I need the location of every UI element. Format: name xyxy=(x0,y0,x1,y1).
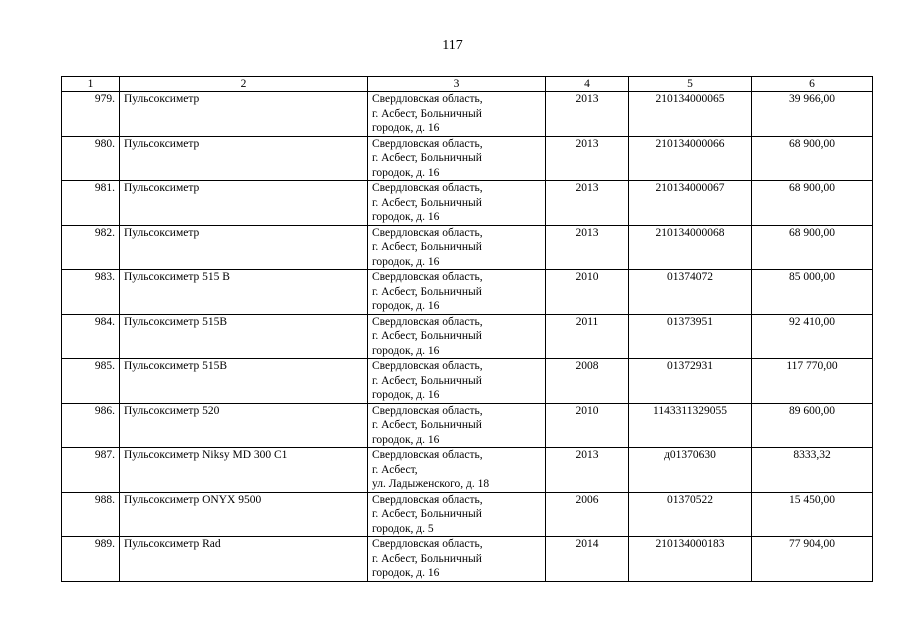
table-row xyxy=(62,448,873,493)
item-name: Пульсоксиметр 515В xyxy=(120,314,368,359)
address-line: городок, д. 16 xyxy=(372,255,440,268)
row-number: 984. xyxy=(62,314,120,359)
row-number: 980. xyxy=(62,136,120,181)
item-address xyxy=(368,314,546,359)
table-row xyxy=(62,136,873,181)
item-name: Пульсоксиметр Niksy MD 300 C1 xyxy=(120,448,368,493)
address-line: Свердловская область, xyxy=(372,360,483,372)
column-header: 5 xyxy=(629,77,752,92)
item-cost: 117 770,00 xyxy=(752,359,873,404)
item-cost: 8333,32 xyxy=(752,448,873,493)
table-row xyxy=(62,403,873,448)
table-row xyxy=(62,92,873,137)
table-row xyxy=(62,270,873,315)
address-line: Свердловская область, xyxy=(372,271,483,283)
row-number: 979. xyxy=(62,92,120,137)
address-line: г. Асбест, Больничный xyxy=(372,196,482,209)
row-number: 981. xyxy=(62,181,120,226)
item-name: Пульсоксиметр 515В xyxy=(120,359,368,404)
item-year: 2013 xyxy=(546,136,629,181)
address-line: Свердловская область, xyxy=(372,449,483,461)
item-cost: 92 410,00 xyxy=(752,314,873,359)
item-year: 2013 xyxy=(546,448,629,493)
item-cost: 68 900,00 xyxy=(752,181,873,226)
inventory-number: 1143311329055 xyxy=(629,403,752,448)
address-line: г. Асбест, Больничный xyxy=(372,552,482,565)
row-number: 988. xyxy=(62,492,120,537)
item-year: 2008 xyxy=(546,359,629,404)
address-line: г. Асбест, Больничный xyxy=(372,508,482,520)
item-cost: 68 900,00 xyxy=(752,225,873,270)
address-line: г. Асбест, Больничный xyxy=(372,241,482,253)
inventory-number: 01373951 xyxy=(629,314,752,359)
item-name: Пульсоксиметр 520 xyxy=(120,403,368,448)
inventory-number: 210134000065 xyxy=(629,92,752,137)
table-row xyxy=(62,537,873,582)
item-year: 2011 xyxy=(546,314,629,359)
item-address xyxy=(368,270,546,315)
item-year: 2014 xyxy=(546,537,629,582)
item-address xyxy=(368,92,546,137)
item-cost: 89 600,00 xyxy=(752,403,873,448)
address-line: Свердловская область, xyxy=(372,538,483,550)
address-line: г. Асбест, Больничный xyxy=(372,330,482,342)
column-header: 3 xyxy=(368,77,546,92)
item-cost: 68 900,00 xyxy=(752,136,873,181)
address-line: городок, д. 16 xyxy=(372,389,440,401)
address-line: городок, д. 16 xyxy=(372,300,440,312)
item-year: 2006 xyxy=(546,492,629,537)
table-row xyxy=(62,492,873,537)
column-header: 6 xyxy=(752,77,873,92)
address-line: ул. Ладыженского, д. 18 xyxy=(372,478,490,490)
column-header: 2 xyxy=(120,77,368,92)
address-line: г. Асбест, Больничный xyxy=(372,419,482,431)
item-year: 2010 xyxy=(546,270,629,315)
column-header: 4 xyxy=(546,77,629,92)
item-name: Пульсоксиметр xyxy=(120,92,368,137)
table-header-row xyxy=(62,77,873,92)
inventory-table xyxy=(61,76,873,582)
address-line: Свердловская область, xyxy=(372,493,483,506)
item-address xyxy=(368,492,546,537)
item-address xyxy=(368,225,546,270)
address-line: Свердловская область, xyxy=(372,226,483,239)
table-row xyxy=(62,314,873,359)
address-line: городок, д. 16 xyxy=(372,433,440,446)
address-line: городок, д. 16 xyxy=(372,211,440,223)
inventory-number: 210134000066 xyxy=(629,136,752,181)
address-line: Свердловская область, xyxy=(372,137,483,150)
item-year: 2013 xyxy=(546,92,629,137)
address-line: городок, д. 16 xyxy=(372,344,440,357)
address-line: г. Асбест, Больничный xyxy=(372,285,482,298)
address-line: г. Асбест, Больничный xyxy=(372,107,482,120)
address-line: Свердловская область, xyxy=(372,315,483,328)
item-year: 2013 xyxy=(546,225,629,270)
inventory-number: 210134000067 xyxy=(629,181,752,226)
row-number: 987. xyxy=(62,448,120,493)
row-number: 983. xyxy=(62,270,120,315)
inventory-number: 210134000183 xyxy=(629,537,752,582)
item-address xyxy=(368,537,546,582)
item-year: 2010 xyxy=(546,403,629,448)
address-line: г. Асбест, xyxy=(372,463,418,476)
row-number: 986. xyxy=(62,403,120,448)
inventory-number: 01374072 xyxy=(629,270,752,315)
table-row xyxy=(62,181,873,226)
item-year: 2013 xyxy=(546,181,629,226)
row-number: 985. xyxy=(62,359,120,404)
item-name: Пульсоксиметр xyxy=(120,136,368,181)
column-header: 1 xyxy=(62,77,120,92)
item-address xyxy=(368,181,546,226)
item-cost: 77 904,00 xyxy=(752,537,873,582)
address-line: городок, д. 16 xyxy=(372,166,440,179)
address-line: Свердловская область, xyxy=(372,182,483,194)
item-cost: 15 450,00 xyxy=(752,492,873,537)
item-address xyxy=(368,359,546,404)
row-number: 982. xyxy=(62,225,120,270)
address-line: городок, д. 16 xyxy=(372,122,440,134)
inventory-number: 01370522 xyxy=(629,492,752,537)
address-line: г. Асбест, Больничный xyxy=(372,374,482,387)
address-line: городок, д. 5 xyxy=(372,522,434,535)
item-name: Пульсоксиметр 515 В xyxy=(120,270,368,315)
item-address xyxy=(368,136,546,181)
table-row xyxy=(62,225,873,270)
item-name: Пульсоксиметр ONYX 9500 xyxy=(120,492,368,537)
table-row xyxy=(62,359,873,404)
item-name: Пульсоксиметр xyxy=(120,225,368,270)
page-number: 117 xyxy=(442,38,463,53)
inventory-number: 210134000068 xyxy=(629,225,752,270)
item-address xyxy=(368,403,546,448)
item-cost: 39 966,00 xyxy=(752,92,873,137)
item-name: Пульсоксиметр xyxy=(120,181,368,226)
inventory-number: д01370630 xyxy=(629,448,752,493)
item-name: Пульсоксиметр Rad xyxy=(120,537,368,582)
address-line: Свердловская область, xyxy=(372,404,483,417)
address-line: городок, д. 16 xyxy=(372,567,440,579)
address-line: г. Асбест, Больничный xyxy=(372,152,482,164)
row-number: 989. xyxy=(62,537,120,582)
item-cost: 85 000,00 xyxy=(752,270,873,315)
address-line: Свердловская область, xyxy=(372,93,483,105)
inventory-number: 01372931 xyxy=(629,359,752,404)
item-address xyxy=(368,448,546,493)
